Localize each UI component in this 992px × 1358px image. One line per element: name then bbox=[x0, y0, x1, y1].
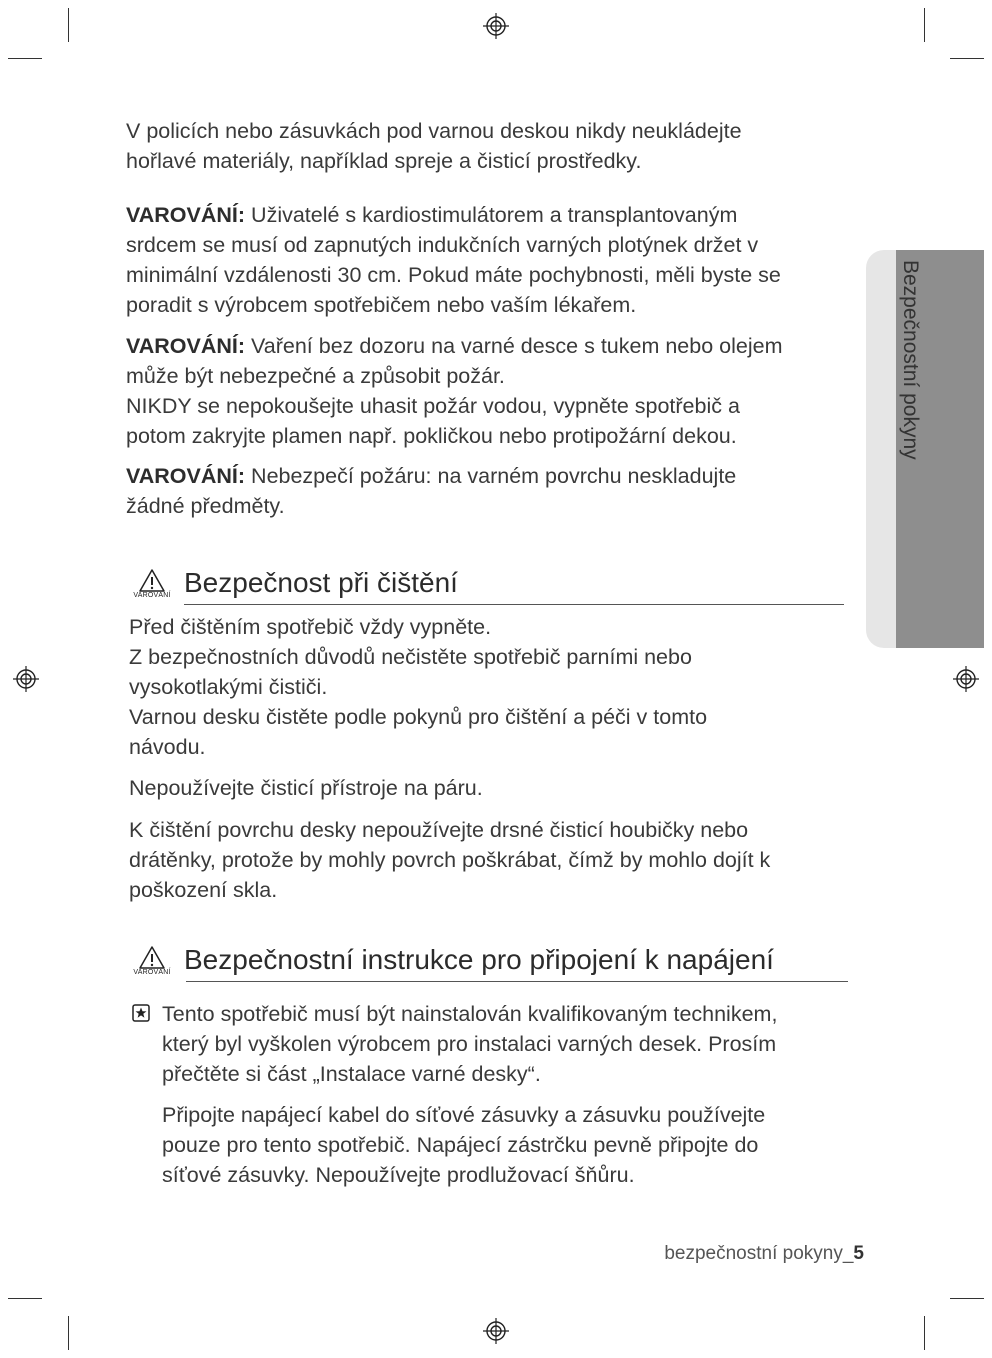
warning-label: VAROVÁNÍ: bbox=[126, 203, 246, 227]
footer-section-name: bezpečnostní pokyny_ bbox=[664, 1243, 854, 1264]
warning-cooking bbox=[126, 331, 782, 451]
cleaning-line: Nepoužívejte čisticí přístroje na páru. bbox=[129, 776, 483, 800]
warning-symbol bbox=[126, 946, 178, 977]
heading-rule bbox=[184, 604, 844, 605]
warning-text: Vaření bez dozoru na varné desce s tukem nebo olejem bbox=[245, 334, 783, 358]
side-tab-label: Bezpečnostní pokyny bbox=[899, 260, 922, 460]
warning-triangle-icon bbox=[139, 946, 165, 969]
power-line: síťové zásuvky. Nepoužívejte prodlužovací šňůru. bbox=[162, 1163, 635, 1187]
power-line: pouze pro tento spotřebič. Napájecí zástrčku pevně připojte do bbox=[162, 1133, 759, 1157]
crop-mark bbox=[950, 58, 984, 59]
registration-mark-icon bbox=[483, 13, 509, 39]
warning-text: může být nebezpečné a způsobit požár. bbox=[126, 364, 505, 388]
intro-paragraph bbox=[126, 116, 742, 176]
note-star-icon bbox=[132, 1004, 150, 1022]
power-line: Tento spotřebič musí být nainstalován kvalifikovaným technikem, bbox=[162, 1002, 778, 1026]
crop-mark bbox=[68, 8, 69, 42]
warning-text: poradit s výrobcem spotřebičem nebo vaším lékařem. bbox=[126, 293, 637, 317]
cleaning-line: Před čištěním spotřebič vždy vypněte. bbox=[129, 615, 492, 639]
warning-text: žádné předměty. bbox=[126, 494, 285, 518]
crop-mark bbox=[8, 1298, 42, 1299]
crop-mark bbox=[950, 1298, 984, 1299]
power-paragraph bbox=[162, 1100, 765, 1190]
warning-text: minimální vzdálenosti 30 cm. Pokud máte pochybnosti, měli byste se bbox=[126, 263, 781, 287]
warning-text: potom zakryjte plamen např. pokličkou nebo protipožární dekou. bbox=[126, 424, 737, 448]
power-line: který byl vyškolen výrobcem pro instalaci varných desek. Prosím bbox=[162, 1032, 777, 1056]
power-line: Připojte napájecí kabel do síťové zásuvky a zásuvku používejte bbox=[162, 1103, 766, 1127]
registration-mark-icon bbox=[13, 666, 39, 692]
cleaning-line: poškození skla. bbox=[129, 878, 278, 902]
page-number: 5 bbox=[853, 1243, 864, 1264]
crop-mark bbox=[8, 58, 42, 59]
section-heading-cleaning bbox=[126, 566, 458, 600]
warning-symbol-label: VAROVÁNÍ bbox=[133, 592, 171, 599]
cleaning-line: návodu. bbox=[129, 735, 206, 759]
cleaning-line: Z bezpečnostních důvodů nečistěte spotřebič parními nebo bbox=[129, 645, 692, 669]
cleaning-line: K čištění povrchu desky nepoužívejte drsné čisticí houbičky nebo bbox=[129, 818, 749, 842]
crop-mark bbox=[924, 8, 925, 42]
warning-triangle-icon bbox=[139, 569, 165, 592]
warning-label: VAROVÁNÍ: bbox=[126, 464, 246, 488]
crop-mark bbox=[924, 1316, 925, 1350]
warning-label: VAROVÁNÍ: bbox=[126, 334, 246, 358]
warning-fire bbox=[126, 461, 736, 521]
cleaning-paragraph bbox=[129, 773, 483, 803]
cleaning-line: Varnou desku čistěte podle pokynů pro čištění a péči v tomto bbox=[129, 705, 708, 729]
section-title: Bezpečnost při čištění bbox=[184, 567, 458, 598]
warning-text: Uživatelé s kardiostimulátorem a transplantovaným bbox=[245, 203, 738, 227]
warning-pacemaker bbox=[126, 200, 781, 320]
heading-rule bbox=[186, 981, 848, 982]
warning-text: NIKDY se nepokoušejte uhasit požár vodou, vypněte spotřebič a bbox=[126, 394, 740, 418]
warning-symbol bbox=[126, 569, 178, 600]
section-title: Bezpečnostní instrukce pro připojení k napájení bbox=[184, 944, 774, 975]
warning-text: Nebezpečí požáru: na varném povrchu neskladujte bbox=[245, 464, 737, 488]
page-footer bbox=[664, 1243, 864, 1265]
crop-mark bbox=[68, 1316, 69, 1350]
registration-mark-icon bbox=[953, 666, 979, 692]
cleaning-line: vysokotlakými čističi. bbox=[129, 675, 328, 699]
warning-symbol-label: VAROVÁNÍ bbox=[133, 969, 171, 976]
intro-line: hořlavé materiály, například spreje a čisticí prostředky. bbox=[126, 149, 642, 173]
cleaning-paragraph bbox=[129, 612, 707, 762]
cleaning-line: drátěnky, protože by mohly povrch poškrábat, čímž by mohlo dojít k bbox=[129, 848, 771, 872]
intro-line: V policích nebo zásuvkách pod varnou deskou nikdy neukládejte bbox=[126, 119, 742, 143]
power-line: přečtěte si část „Instalace varné desky“. bbox=[162, 1062, 541, 1086]
warning-text: srdcem se musí od zapnutých indukčních varných plotýnek držet v bbox=[126, 233, 759, 257]
registration-mark-icon bbox=[483, 1318, 509, 1344]
section-heading-power bbox=[126, 943, 774, 977]
power-paragraph bbox=[162, 999, 777, 1089]
cleaning-paragraph bbox=[129, 815, 770, 905]
